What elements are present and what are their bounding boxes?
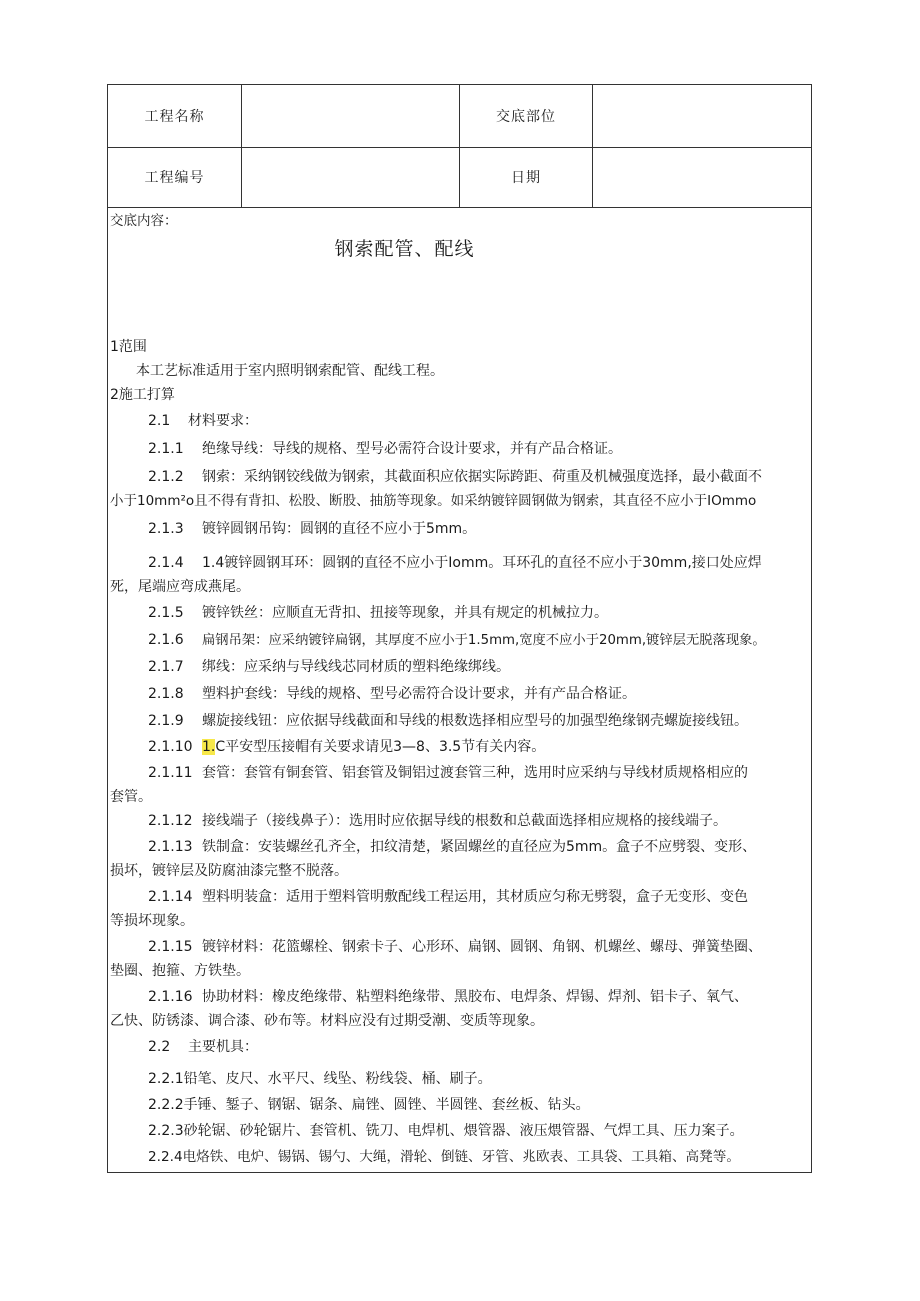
- disclosure-form: [107, 84, 812, 1173]
- item-text: 镀锌铁丝：应顺直无背扣、扭接等现象，并具有规定的机械拉力。: [202, 605, 608, 621]
- item-2-1-2: [136, 467, 811, 487]
- item-num: 2.1.2: [148, 469, 184, 485]
- item-text: 塑料护套线：导线的规格、型号必需符合设计要求，并有产品合格证。: [202, 686, 636, 702]
- content-label: 交底内容：: [110, 213, 178, 229]
- item-text: 塑料明装盒：适用于塑料管明敷配线工程运用，其材质应匀称无劈裂，盒子无变形、变色: [202, 889, 748, 905]
- item-2-1-4-cont: 死，尾端应弯成燕尾。: [110, 579, 250, 595]
- disclosure-part-label: 交底部位: [496, 109, 556, 125]
- item-text: C平安型压接帽有关要求请见3—8、3.5节有关内容。: [215, 739, 546, 755]
- disclosure-part-field[interactable]: [593, 85, 811, 147]
- item-num: 2.1.5: [148, 605, 184, 621]
- project-name-label: 工程名称: [144, 109, 205, 125]
- item-2-1-13: [136, 837, 811, 857]
- item-2-1-12: [136, 811, 811, 831]
- item-2-1-14: [136, 887, 811, 907]
- item-num: 2.1.1: [148, 441, 184, 457]
- item-text: 螺旋接线钮：应依据导线截面和导线的根数选择相应型号的加强型绝缘钢壳螺旋接线钮。: [202, 713, 748, 729]
- item-2-1-7: [136, 657, 811, 677]
- item-text: 材料要求：: [188, 413, 258, 429]
- item-2-1-16: [136, 987, 811, 1007]
- item-num: 2.1.13: [148, 839, 193, 855]
- section-1-heading: 1范围: [110, 339, 147, 355]
- item-num: 2.1.10: [148, 739, 193, 755]
- item-text: 接线端子（接线鼻子）：选用时应依据导线的根数和总截面选择相应规格的接线端子。: [202, 813, 727, 829]
- section-2-heading: 2施工打算: [110, 387, 175, 403]
- item-num: 2.1.3: [148, 521, 184, 537]
- section-1-text: 本工艺标准适用于室内照明钢索配管、配线工程。: [136, 363, 444, 379]
- project-code-label: 工程编号: [144, 170, 205, 186]
- item-text: 镀锌圆钢吊钩：圆钢的直径不应小于5mm。: [202, 521, 477, 537]
- item-2-1-1: [136, 439, 811, 459]
- item-num: 2.1.14: [148, 889, 193, 905]
- item-text: 镀锌材料：花篮螺栓、钢索卡子、心形环、扁钢、圆钢、角钢、机螺丝、螺母、弹簧垫圈、: [202, 939, 762, 955]
- item-num: 2.1: [148, 413, 171, 429]
- item-text: 套管：套管有铜套管、铝套管及铜铝过渡套管三种，选用时应采纳与导线材质规格相应的: [202, 765, 748, 781]
- item-num: 2.1.9: [148, 713, 184, 729]
- item-text: 主要机具：: [188, 1039, 258, 1055]
- item-num: 2.1.8: [148, 686, 184, 702]
- item-text: 扁钢吊架：应采纳镀锌扁钢，其厚度不应小于1.5mm,宽度不应小于20mm,镀锌层无脱落现象。: [202, 633, 766, 648]
- item-num: 2.1.16: [148, 989, 193, 1005]
- item-num: 2.2: [148, 1039, 171, 1055]
- item-2-1-6: [136, 630, 811, 651]
- project-code-field[interactable]: [242, 147, 459, 207]
- item-num: 2.1.11: [148, 765, 193, 781]
- item-num: 2.1.7: [148, 659, 184, 675]
- item-num: 2.1.15: [148, 939, 193, 955]
- item-text: 协助材料：橡皮绝缘带、粘塑料绝缘带、黑胶布、电焊条、焊锡、焊剂、铝卡子、氧气、: [202, 989, 748, 1005]
- item-2-1-3: [136, 519, 811, 539]
- item-2-2-2: 2.2.2手锤、錾子、钢锯、锯条、扁锉、圆锉、半圆锉、套丝板、钻头。: [148, 1097, 590, 1113]
- item-text: 绑线：应采纳与导线线芯同材质的塑料绝缘绑线。: [202, 659, 510, 675]
- item-num: 2.1.6: [148, 632, 184, 648]
- item-2-1-15: [136, 937, 811, 957]
- item-2-2-1: 2.2.1铅笔、皮尺、水平尺、线坠、粉线袋、桶、刷子。: [148, 1071, 492, 1087]
- doc-title: 钢索配管、配线: [334, 238, 475, 260]
- project-name-field[interactable]: [242, 85, 459, 147]
- item-text: 1.4镀锌圆钢耳环：圆钢的直径不应小于Iomm。耳环孔的直径不应小于30mm,接口处应焊: [202, 555, 762, 571]
- item-text: 钢索：采纳钢铰线做为钢索，其截面积应依据实际跨距、荷重及机械强度选择，最小截面不: [202, 469, 762, 485]
- item-2-1-11-cont: 套管。: [110, 789, 152, 805]
- item-2-1-16-cont: 乙快、防锈漆、调合漆、砂布等。材料应没有过期受潮、变质等现象。: [110, 1013, 544, 1029]
- date-label: 日期: [511, 170, 541, 186]
- item-text: 绝缘导线：导线的规格、型号必需符合设计要求，并有产品合格证。: [202, 441, 622, 457]
- item-2-1-4: [136, 553, 811, 573]
- item-2-2: [136, 1037, 811, 1057]
- date-field[interactable]: [593, 147, 811, 207]
- item-2-1-5: [136, 603, 811, 623]
- item-2-1-9: [136, 711, 811, 731]
- item-2-2-4: 2.2.4电烙铁、电炉、锡锅、锡勺、大绳，滑轮、倒链、牙管、兆欧表、工具袋、工具箱、高凳等。: [148, 1149, 740, 1165]
- item-2-1-2-cont: 小于10mm²o且不得有背扣、松股、断股、抽筋等现象。如采纳镀锌圆钢做为钢索，其直径不应小于IOmmo: [110, 493, 757, 509]
- item-2-1: [136, 411, 811, 431]
- item-2-1-13-cont: 损坏，镀锌层及防腐油漆完整不脱落。: [110, 863, 348, 879]
- item-text: 铁制盒：安装螺丝孔齐全，扣纹清楚，紧固螺丝的直径应为5mm。盒子不应劈裂、变形、: [202, 839, 757, 855]
- highlight-mark: 1.: [202, 739, 216, 755]
- item-2-2-3: 2.2.3砂轮锯、砂轮锯片、套管机、铣刀、电焊机、煨管器、液压煨管器、气焊工具、压力案子。: [148, 1123, 744, 1139]
- item-2-1-11: [136, 763, 811, 783]
- item-2-1-8: [136, 684, 811, 704]
- item-num: 2.1.4: [148, 555, 184, 571]
- item-2-1-10: [136, 737, 811, 757]
- item-2-1-15-cont: 垫圈、抱箍、方铁垫。: [110, 963, 250, 979]
- item-num: 2.1.12: [148, 813, 193, 829]
- item-2-1-14-cont: 等损坏现象。: [110, 913, 194, 929]
